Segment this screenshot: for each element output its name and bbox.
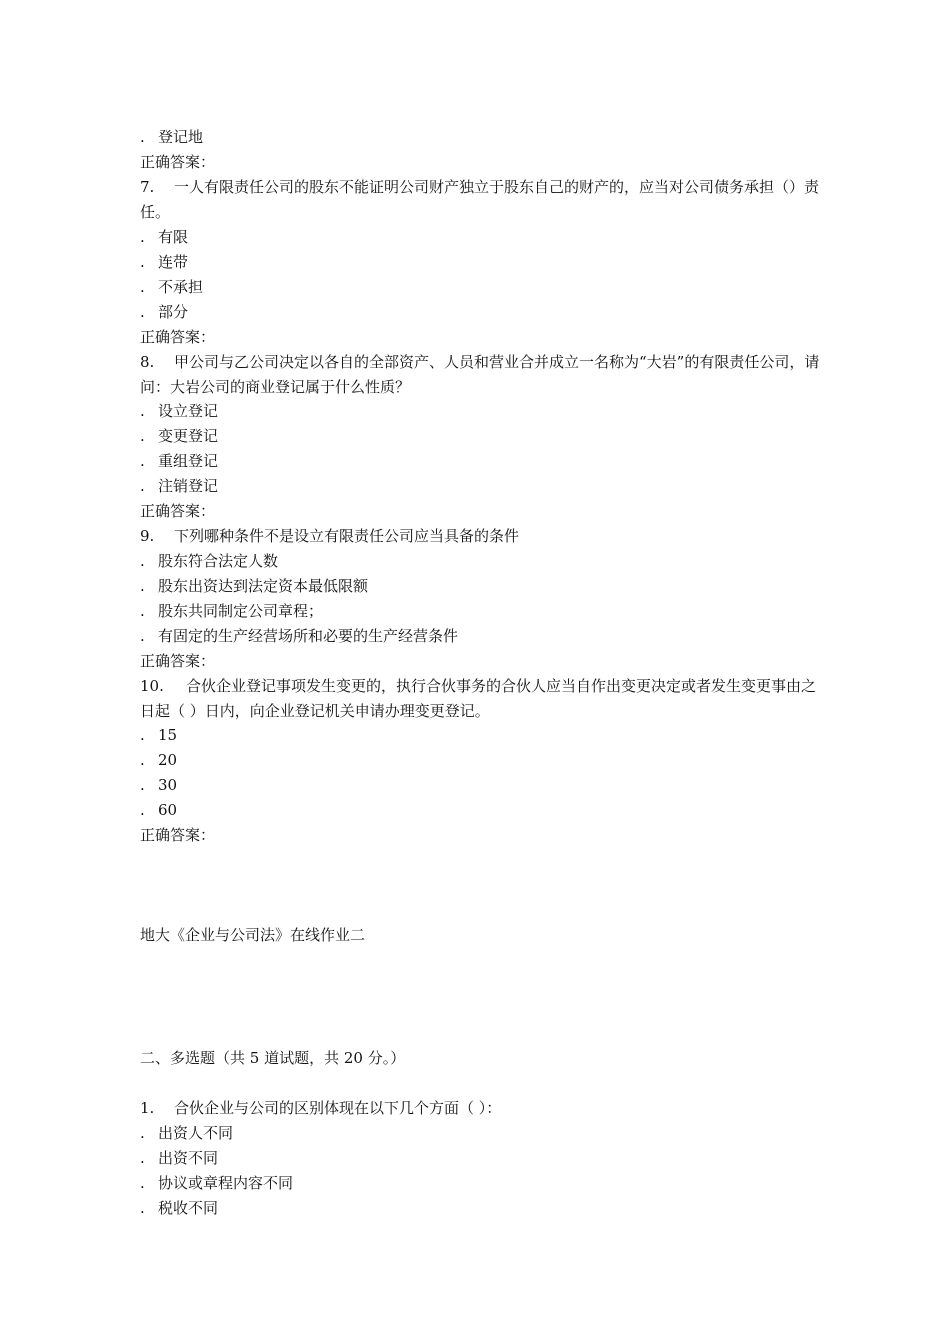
- option-item: . 变更登记: [140, 427, 219, 445]
- section-title: 地大《企业与公司法》在线作业二: [140, 926, 366, 944]
- option-item: . 不承担: [140, 278, 204, 296]
- multi-question-1: 1. 合伙企业与公司的区别体现在以下几个方面（ ）：: [140, 1099, 502, 1117]
- option-item: . 有限: [140, 228, 189, 246]
- option-item: . 重组登记: [140, 452, 219, 470]
- option-item: . 15: [140, 726, 178, 744]
- option-item: . 股东符合法定人数: [140, 552, 279, 570]
- option-item: . 连带: [140, 253, 189, 271]
- answer-label: 正确答案：: [140, 652, 216, 670]
- option-item: . 部分: [140, 303, 189, 321]
- option-item: . 协议或章程内容不同: [140, 1174, 294, 1192]
- option-item: . 设立登记: [140, 402, 219, 420]
- option-item: . 出资人不同: [140, 1124, 234, 1142]
- option-item: . 税收不同: [140, 1199, 219, 1217]
- answer-label: 正确答案：: [140, 826, 216, 844]
- option-item: . 20: [140, 751, 178, 769]
- option-item: . 股东共同制定公司章程；: [140, 602, 324, 620]
- answer-label: 正确答案：: [140, 153, 216, 171]
- option-item: . 股东出资达到法定资本最低限额: [140, 577, 369, 595]
- option-item: . 60: [140, 801, 178, 819]
- option-item: . 30: [140, 776, 178, 794]
- answer-label: 正确答案：: [140, 328, 216, 346]
- question-9: 9. 下列哪种条件不是设立有限责任公司应当具备的条件: [140, 527, 520, 545]
- question-10: 10. 合伙企业登记事项发生变更的，执行合伙事务的合伙人应当自作出变更决定或者发生变更事由之日起（ ）日内，向企业登记机关申请办理变更登记。: [140, 677, 817, 720]
- option-item: . 注销登记: [140, 477, 219, 495]
- option-item: . 有固定的生产经营场所和必要的生产经营条件: [140, 627, 459, 645]
- question-7: 7. 一人有限责任公司的股东不能证明公司财产独立于股东自己的财产的，应当对公司债务承担（）责任。: [140, 178, 820, 221]
- answer-label: 正确答案：: [140, 502, 216, 520]
- section-header-multi-choice: 二、多选题（共 5 道试题，共 20 分。）: [140, 1049, 406, 1067]
- option-item: . 登记地: [140, 128, 204, 146]
- question-8: 8. 甲公司与乙公司决定以各自的全部资产、人员和营业合并成立一名称为“大岩”的有限责任公司，请问：大岩公司的商业登记属于什么性质？: [140, 353, 820, 396]
- option-item: . 出资不同: [140, 1149, 219, 1167]
